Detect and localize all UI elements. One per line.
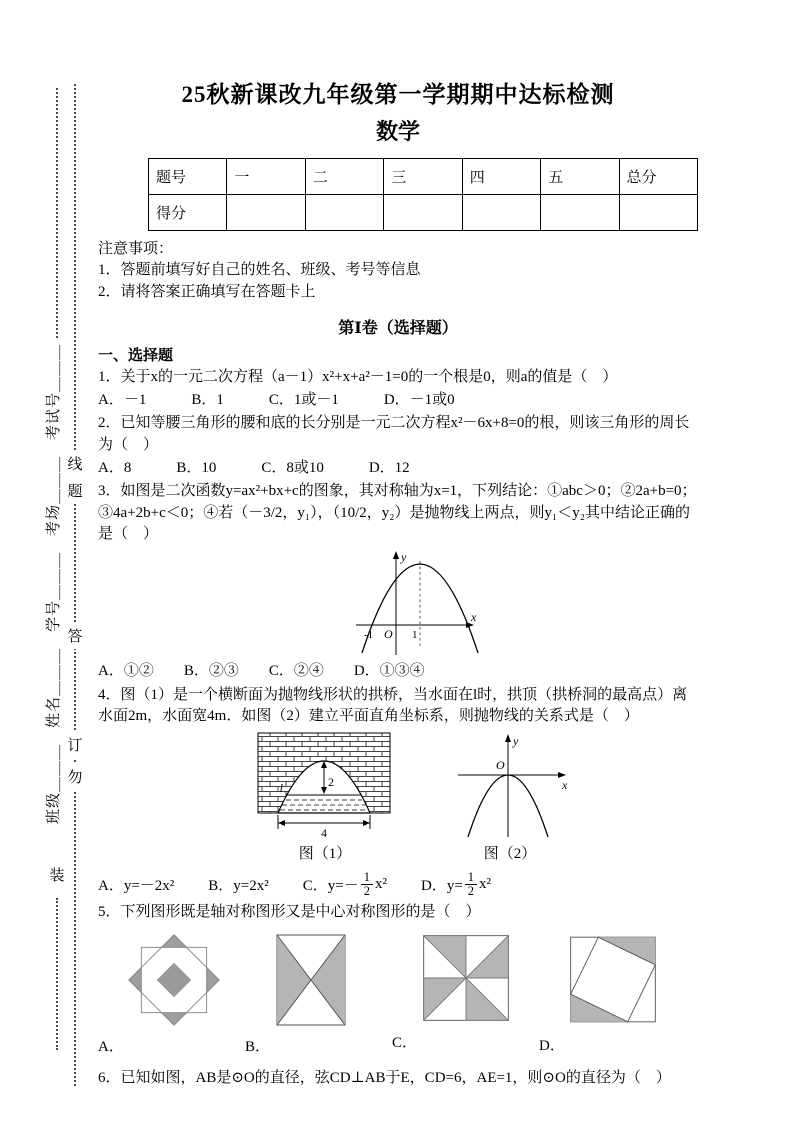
question-1-options: A．－1 B．1 C．1或－1 D．－1或0	[98, 392, 455, 409]
volume-title: 第Ⅰ卷（选择题）	[338, 319, 458, 337]
star-square-figure	[126, 932, 222, 1028]
y-axis-label: y	[513, 734, 519, 749]
x-axis-label: x	[562, 778, 568, 793]
question-6	[98, 1068, 698, 1089]
question-3-options: A．①② B．②③ C．②④ D．①③④	[98, 663, 425, 680]
option-a-column	[98, 932, 245, 1056]
coordinate-figure-block	[448, 731, 572, 863]
option-d-figure	[567, 932, 686, 1027]
seal-char-xian: 线	[66, 450, 84, 477]
option-b-column	[245, 932, 392, 1056]
option-a-figure	[126, 932, 245, 1028]
option-d-suffix: x²	[479, 876, 492, 893]
score-header-cell: 题号	[149, 159, 227, 195]
exam-subject: 数学	[375, 119, 420, 144]
notes-block	[98, 239, 698, 303]
option-d-column	[539, 932, 686, 1056]
score-table-header-row	[149, 159, 698, 195]
seal-char-ti: 题	[66, 477, 84, 504]
option-b: B．y=2x²	[208, 878, 269, 895]
question-2-options: A．8 B．10 C．8或10 D．12	[98, 460, 410, 477]
pinwheel-figure	[420, 932, 512, 1024]
option-c-prefix: C．y=－	[302, 878, 359, 895]
question-3-figure	[348, 547, 698, 659]
score-header-cell: 五	[541, 159, 619, 195]
tick-label-1: 1	[412, 629, 418, 642]
notes-item-1: 1．答题前填写好自己的姓名、班级、考号等信息	[98, 262, 421, 279]
seal-dotted-line-outer-top	[56, 88, 58, 338]
part-title: 一、选择题	[98, 347, 174, 364]
option-c-suffix: x²	[374, 876, 387, 893]
option-b-label: B．	[245, 1038, 271, 1055]
seal-dotted-line-outer-bottom	[56, 898, 58, 1050]
bridge-figure-block	[250, 731, 400, 863]
question-4-text: 4．图（1）是一个横断面为抛物线形状的拱桥，当水面在l时，拱顶（拱桥洞的最高点）离水面2m，水面宽4m．如图（2）建立平面直角坐标系，则抛物线的关系式是（ ）	[98, 686, 688, 724]
seal-char-ding: 订	[66, 731, 84, 758]
score-row-label: 得分	[149, 195, 227, 231]
origin-label: O	[496, 758, 505, 773]
score-header-cell: 总分	[619, 159, 697, 195]
question-2-text: 2．已知等腰三角形的腰和底的长分别是一元二次方程x²－6x+8=0的根，则该三角形的周长为（ ）	[98, 415, 690, 453]
score-header-cell: 二	[305, 159, 383, 195]
width-dimension-label: 4	[321, 826, 327, 841]
question-5-figures	[98, 932, 698, 1056]
option-d-label: D．	[539, 1037, 565, 1054]
y-axis-label: y	[401, 550, 407, 565]
option-c-column	[392, 932, 539, 1056]
rectangle-bowtie-figure	[273, 932, 349, 1028]
option-a-label: A．	[98, 1038, 124, 1055]
option-d-prefix: D．y=	[420, 878, 463, 895]
score-table	[148, 158, 698, 231]
question-6-text: 6．已知如图，AB是⊙O的直径，弦CD⊥AB于E，CD=6，AE=1，则⊙O的直径为（ ）	[98, 1069, 671, 1086]
y-axis-arrow	[393, 551, 399, 559]
coordinate-parabola-figure	[448, 731, 572, 841]
notes-item-2: 2．请将答案正确填写在答题卡上	[98, 283, 316, 300]
question-5-text: 5．下列图形既是轴对称图形又是中心对称图形的是（ ）	[98, 904, 481, 921]
option-c-label: C．	[392, 1034, 418, 1051]
seal-student-info-fields: 班级＿＿＿ 姓名＿＿＿ 学号＿＿＿ 考场＿＿＿ 考试号＿＿＿	[46, 343, 62, 824]
question-1	[98, 367, 698, 412]
fraction-one-half	[465, 871, 477, 898]
question-2	[98, 413, 698, 479]
x-axis-label: x	[471, 610, 477, 625]
fraction-numerator: 1	[465, 871, 477, 885]
option-b-figure	[273, 932, 392, 1028]
score-empty-cell	[384, 195, 462, 231]
exam-content	[98, 76, 698, 1089]
question-3	[98, 481, 698, 682]
seal-char-wu: 勿	[66, 763, 84, 790]
question-4-figures	[250, 731, 698, 863]
tilted-square-figure	[567, 932, 659, 1027]
tick-label-neg1: -1	[364, 629, 374, 642]
score-empty-cell	[462, 195, 540, 231]
seal-char-da: 答	[66, 622, 84, 649]
width-arrow-left	[278, 820, 285, 826]
score-table-score-row	[149, 195, 698, 231]
score-empty-cell	[541, 195, 619, 231]
fraction-one-half	[361, 871, 373, 898]
score-header-cell: 三	[384, 159, 462, 195]
option-c	[303, 871, 387, 898]
question-1-text: 1．关于x的一元二次方程（a－1）x²+x+a²－1=0的一个根是0，则a的值是（ ）	[98, 368, 618, 385]
notes-heading: 注意事项：	[98, 241, 174, 257]
parabola-graph-figure	[348, 547, 482, 659]
arch-bridge-figure	[250, 731, 400, 841]
fraction-denominator: 2	[363, 884, 370, 899]
origin-label: O	[384, 627, 393, 642]
question-4	[98, 685, 698, 899]
seal-dotted-line-inner	[74, 84, 76, 1086]
height-dimension-label: 2	[328, 775, 334, 790]
question-4-options	[98, 871, 698, 898]
seal-char-zhuang: 装	[48, 864, 66, 885]
option-c-figure	[420, 932, 539, 1024]
option-a: A．y=－2x²	[98, 878, 175, 895]
score-header-cell: 四	[462, 159, 540, 195]
score-empty-cell	[305, 195, 383, 231]
question-5	[98, 902, 698, 1055]
y-axis-arrow	[505, 734, 511, 742]
exam-title: 25秋新课改九年级第一学期期中达标检测	[181, 82, 615, 107]
width-arrow-right	[363, 820, 370, 826]
fraction-denominator: 2	[467, 884, 475, 899]
option-d	[421, 871, 491, 898]
figure-1-caption: 图（1）	[298, 846, 352, 863]
score-empty-cell	[227, 195, 305, 231]
score-header-cell: 一	[227, 159, 305, 195]
figure-2-caption: 图（2）	[483, 846, 537, 863]
fraction-numerator: 1	[361, 871, 373, 885]
question-3-text: 3．如图是二次函数y=ax²+bx+c的图象，其对称轴为x=1，下列结论：①abc＞0；②2a+b=0；③4a+2b+c＜0；④若（－3/2，y₁），（10/2，y₂）是抛物线上两点，则y₁＜y₂其中结论正确的是（ ）	[98, 483, 697, 542]
score-empty-cell	[619, 195, 697, 231]
water-line-label: l	[279, 781, 283, 796]
